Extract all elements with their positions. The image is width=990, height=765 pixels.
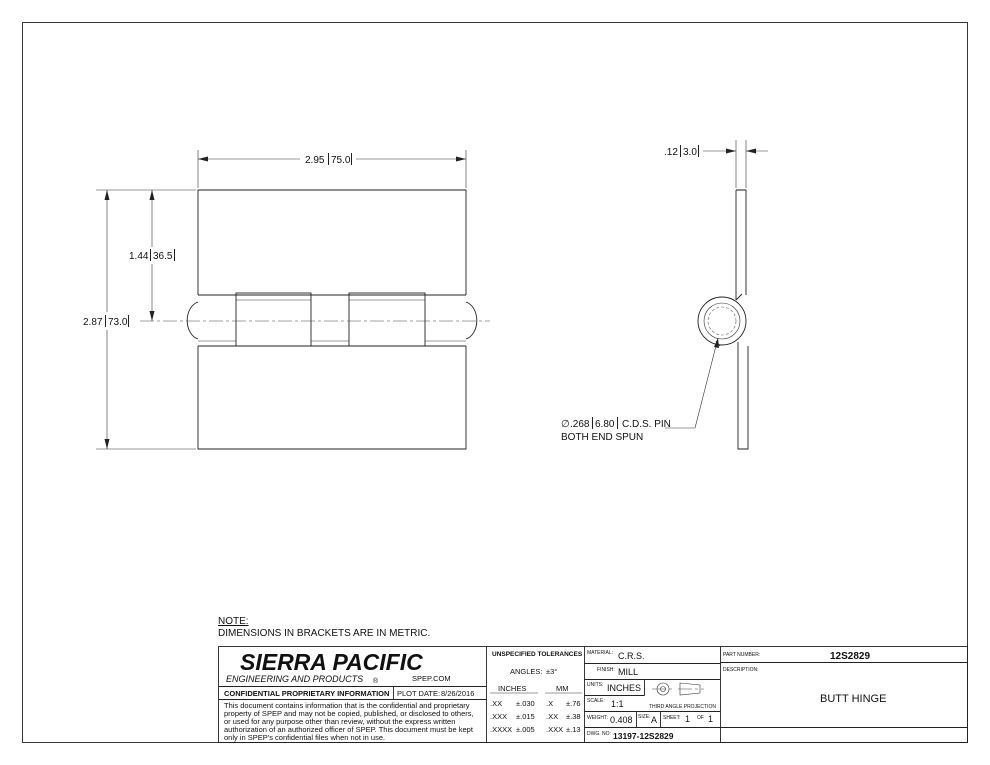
width-value: 2.95 — [305, 155, 325, 166]
pin-diameter-mm-value: 6.80 — [595, 419, 615, 430]
note-heading: NOTE: — [218, 616, 249, 627]
pin-note: BOTH END SPUN — [561, 432, 644, 443]
lower-leaf — [198, 346, 466, 449]
size-value: A — [651, 715, 658, 725]
size-label: SIZE: — [638, 714, 651, 720]
scale-value: 1:1 — [611, 699, 624, 709]
sheet-label: SHEET: — [663, 715, 681, 721]
scale-label: SCALE: — [587, 698, 605, 704]
tol-row-1-mm-fmt: .X — [546, 699, 554, 708]
pin-location-dimension — [129, 190, 175, 321]
tol-row-1-in-tol: ±.030 — [516, 699, 535, 708]
tolerances-title: UNSPECIFIED TOLERANCES — [492, 651, 583, 658]
tol-row-3-in-tol: ±.005 — [516, 725, 535, 734]
of-label: OF — [697, 715, 704, 721]
tol-row-2-in-tol: ±.015 — [516, 712, 535, 721]
weight-label: WEIGHT: — [587, 715, 608, 721]
height-mm-value: 73.0 — [108, 317, 128, 328]
front-view — [140, 190, 490, 449]
title-block — [219, 647, 968, 743]
confidential-line-1: This document contains information that is the confidential and proprietary — [224, 701, 470, 710]
thickness-mm-value: 3.0 — [683, 147, 697, 158]
plot-date: 8/26/2016 — [441, 689, 475, 698]
company-website: SPEP.COM — [412, 674, 451, 683]
dwg-no-value: 13197-12S2829 — [613, 731, 674, 741]
width-dimension — [198, 150, 466, 188]
tol-row-1-in-fmt: .XX — [490, 699, 503, 708]
angles-label: ANGLES: — [510, 667, 543, 676]
side-view — [698, 190, 748, 449]
confidential-title: CONFIDENTIAL PROPRIETARY INFORMATION — [224, 689, 390, 698]
finish-value: MILL — [618, 667, 639, 677]
plot-date-label: PLOT DATE: — [397, 689, 441, 698]
width-mm-value: 75.0 — [331, 155, 351, 166]
tol-row-3-mm-fmt: .XXX — [546, 725, 564, 734]
tol-row-2-mm-tol: ±.38 — [566, 712, 581, 721]
knuckle-2 — [349, 293, 425, 346]
tol-row-2-mm-fmt: .XX — [546, 712, 559, 721]
note-line-1: DIMENSIONS IN BRACKETS ARE IN METRIC. — [218, 628, 431, 639]
sheet-border — [23, 23, 968, 743]
confidential-line-3: or used for any purpose other than review, without the express written — [224, 717, 456, 726]
company-sub: ENGINEERING AND PRODUCTS — [226, 674, 364, 684]
confidential-line-2: property of SPEP and may not be copied, published, or disclosed to others, — [224, 709, 474, 718]
confidential-line-5: only in SPEP's confidential files when not in use. — [224, 733, 386, 742]
units-value: INCHES — [607, 683, 642, 693]
pin-callout — [561, 338, 719, 443]
material-value: C.R.S. — [618, 651, 645, 661]
height-value: 2.87 — [83, 317, 103, 328]
sheet-value: 1 — [685, 714, 691, 724]
pin-diameter-value: .268 — [570, 419, 590, 430]
part-number-label: PART NUMBER: — [723, 652, 761, 658]
pin-circle — [708, 307, 736, 335]
knuckle-outer-circle — [698, 297, 746, 345]
third-angle-projection-icon — [652, 683, 704, 695]
registered-mark: ® — [373, 678, 379, 685]
weight-value: 0.408 — [610, 715, 633, 725]
tol-row-1-mm-tol: ±.76 — [566, 699, 581, 708]
tol-row-2-in-fmt: .XXX — [490, 712, 508, 721]
thickness-dimension — [664, 140, 768, 188]
pin-diameter-symbol: ∅ — [561, 419, 570, 430]
pin-spec: C.D.S. PIN — [622, 419, 671, 430]
notes — [218, 616, 430, 639]
thickness-value: .12 — [664, 147, 678, 158]
part-number-value: 12S2829 — [830, 651, 871, 662]
description-label: DESCRIPTION: — [723, 667, 759, 673]
upper-leaf — [198, 190, 466, 295]
description-value: BUTT HINGE — [820, 693, 887, 705]
pin-end-left — [187, 302, 198, 339]
pin-location-mm-value: 36.5 — [153, 251, 173, 262]
angles-value: ±3° — [546, 667, 558, 676]
projection-label: THIRD ANGLE PROJECTION — [649, 704, 716, 710]
knuckle-1 — [236, 293, 311, 346]
height-dimension — [83, 190, 196, 449]
company-name: SIERRA PACIFIC — [240, 649, 423, 675]
units-label: UNITS: — [587, 682, 604, 688]
knuckle-inner-circle — [704, 303, 740, 339]
sheet-total: 1 — [708, 714, 714, 724]
pin-location-value: 1.44 — [129, 251, 149, 262]
mm-header: MM — [556, 684, 569, 693]
dwg-no-label: DWG. NO: — [587, 731, 611, 737]
confidential-line-4: authorization of an authorized officer of SPEP. This document must be kept — [224, 725, 473, 734]
tol-row-3-mm-tol: ±.13 — [566, 725, 581, 734]
tol-row-3-in-fmt: .XXXX — [490, 725, 513, 734]
inches-header: INCHES — [498, 684, 527, 693]
material-label: MATERIAL: — [587, 650, 614, 656]
pin-end-right — [466, 302, 477, 339]
finish-label: FINISH: — [597, 667, 615, 673]
